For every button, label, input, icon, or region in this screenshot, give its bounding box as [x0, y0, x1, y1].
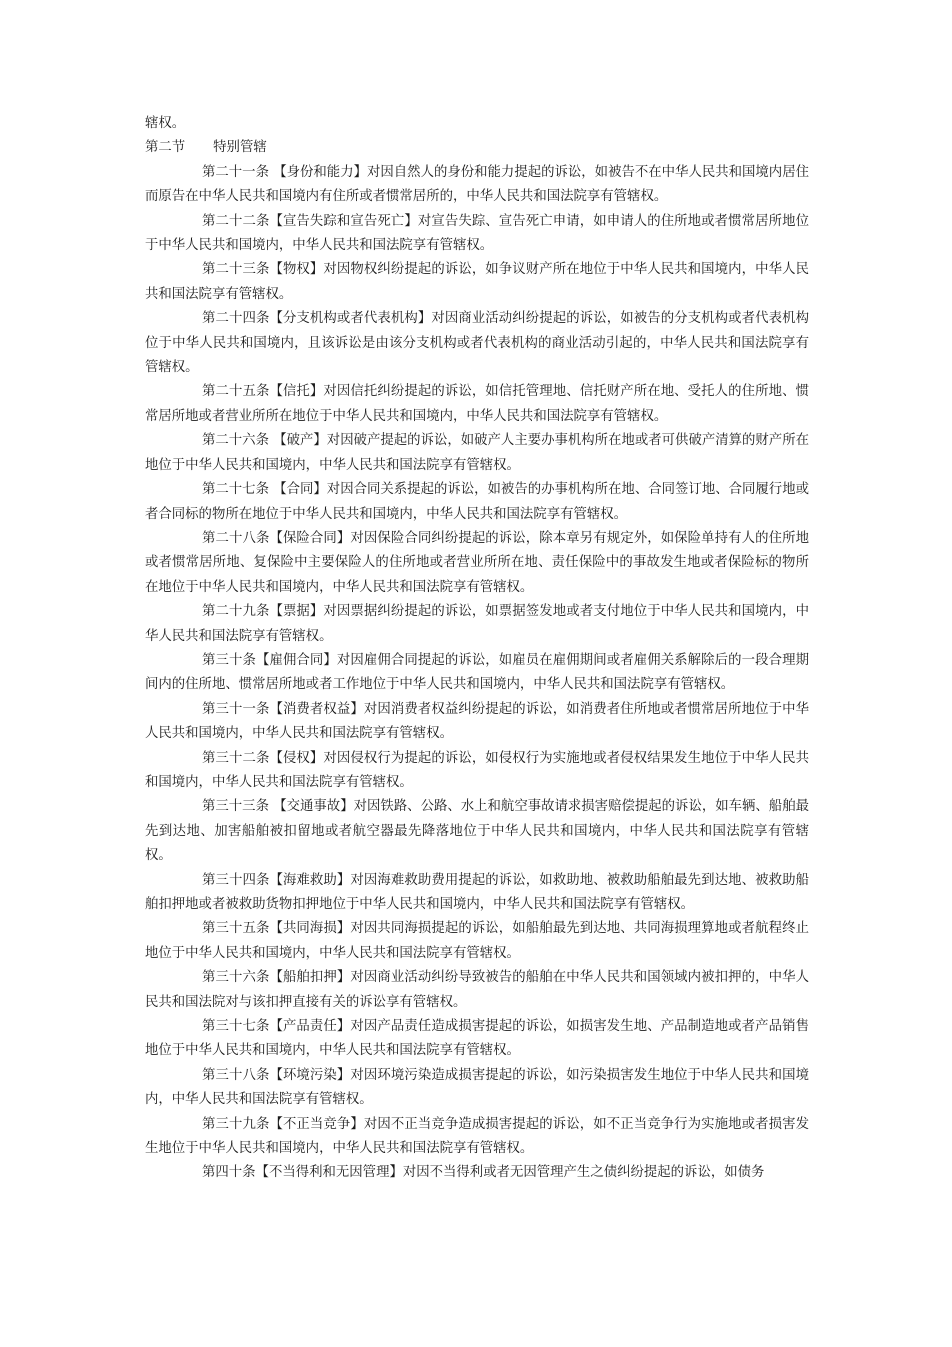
article-39: 第三十九条【不正当竞争】对因不正当竞争造成损害提起的诉讼，如不正当竞争行为实施地或者损害发生地位于中华人民共和国境内，中华人民共和国法院享有管辖权。: [145, 1116, 809, 1157]
article-40: 第四十条【不当得利和无因管理】对因不当得利或者无因管理产生之债纠纷提起的诉讼，如债务: [202, 1165, 765, 1181]
section-heading: [145, 136, 809, 160]
article-24: 第二十四条【分支机构或者代表机构】对因商业活动纠纷提起的诉讼，如被告的分支机构或者代表机构位于中华人民共和国境内，且该诉讼是由该分支机构或者代表机构的商业活动引起的，中华人民共和国法院享有管辖权。: [145, 311, 809, 376]
article-33: 第三十三条 【交通事故】对因铁路、公路、水上和航空事故请求损害赔偿提起的诉讼，如车辆、船舶最先到达地、加害船舶被扣留地或者航空器最先降落地位于中华人民共和国境内，中华人民共和国法院享有管辖权。: [145, 799, 809, 864]
article-36: 第三十六条【船舶扣押】对因商业活动纠纷导致被告的船舶在中华人民共和国领域内被扣押的，中华人民共和国法院对与该扣押直接有关的诉讼享有管辖权。: [145, 970, 809, 1010]
continuation-text: 辖权。: [145, 116, 186, 131]
article-34: 第三十四条【海难救助】对因海难救助费用提起的诉讼，如救助地、被救助船舶最先到达地、被救助船舶扣押地或者被救助货物扣押地位于中华人民共和国境内，中华人民共和国法院享有管辖权。: [145, 872, 809, 912]
article-32: 第三十二条【侵权】对因侵权行为提起的诉讼，如侵权行为实施地或者侵权结果发生地位于中华人民共和国境内，中华人民共和国法院享有管辖权。: [145, 750, 809, 790]
article-38: 第三十八条【环境污染】对因环境污染造成损害提起的诉讼，如污染损害发生地位于中华人民共和国境内，中华人民共和国法院享有管辖权。: [145, 1067, 809, 1108]
article-22: 第二十二条【宣告失踪和宣告死亡】对宣告失踪、宣告死亡申请，如申请人的住所地或者惯常居所地位于中华人民共和国境内，中华人民共和国法院享有管辖权。: [145, 213, 809, 254]
section-number: 第二节: [145, 140, 186, 156]
article-21: 第二十一条 【身份和能力】对因自然人的身份和能力提起的诉讼，如被告不在中华人民共和国境内居住而原告在中华人民共和国境内有住所或者惯常居所的，中华人民共和国法院享有管辖权。: [145, 164, 809, 205]
section-title: 特别管辖: [213, 140, 267, 156]
article-29: 第二十九条【票据】对因票据纠纷提起的诉讼，如票据签发地或者支付地位于中华人民共和国境内，中华人民共和国法院享有管辖权。: [145, 604, 809, 644]
article-37: 第三十七条【产品责任】对因产品责任造成损害提起的诉讼，如损害发生地、产品制造地或者产品销售地位于中华人民共和国境内，中华人民共和国法院享有管辖权。: [145, 1019, 809, 1059]
article-35: 第三十五条【共同海损】对因共同海损提起的诉讼，如船舶最先到达地、共同海损理算地或者航程终止地位于中华人民共和国境内，中华人民共和国法院享有管辖权。: [145, 921, 809, 961]
article-23: 第二十三条【物权】对因物权纠纷提起的诉讼，如争议财产所在地位于中华人民共和国境内，中华人民共和国法院享有管辖权。: [145, 262, 809, 302]
article-28: 第二十八条【保险合同】对因保险合同纠纷提起的诉讼，除本章另有规定外，如保险单持有人的住所地或者惯常居所地、复保险中主要保险人的住所地或者营业所所在地、责任保险中的事故发生地或者保险标的物所在地位于中华人民共和国境内，中华人民共和国法院享有管辖权。: [145, 530, 809, 595]
article-25: 第二十五条【信托】对因信托纠纷提起的诉讼，如信托管理地、信托财产所在地、受托人的住所地、惯常居所地或者营业所所在地位于中华人民共和国境内，中华人民共和国法院享有管辖权。: [145, 384, 809, 424]
article-31: 第三十一条【消费者权益】对因消费者权益纠纷提起的诉讼，如消费者住所地或者惯常居所地位于中华人民共和国境内，中华人民共和国法院享有管辖权。: [145, 701, 809, 742]
article-30: 第三十条【雇佣合同】对因雇佣合同提起的诉讼，如雇员在雇佣期间或者雇佣关系解除后的一段合理期间内的住所地、惯常居所地或者工作地位于中华人民共和国境内，中华人民共和国法院享有管辖权。: [145, 652, 809, 693]
article-27: 第二十七条 【合同】对因合同关系提起的诉讼，如被告的办事机构所在地、合同签订地、合同履行地或者合同标的物所在地位于中华人民共和国境内，中华人民共和国法院享有管辖权。: [145, 482, 809, 522]
document-page: [145, 112, 809, 1186]
article-26: 第二十六条 【破产】对因破产提起的诉讼，如破产人主要办事机构所在地或者可供破产清算的财产所在地位于中华人民共和国境内，中华人民共和国法院享有管辖权。: [145, 433, 809, 473]
